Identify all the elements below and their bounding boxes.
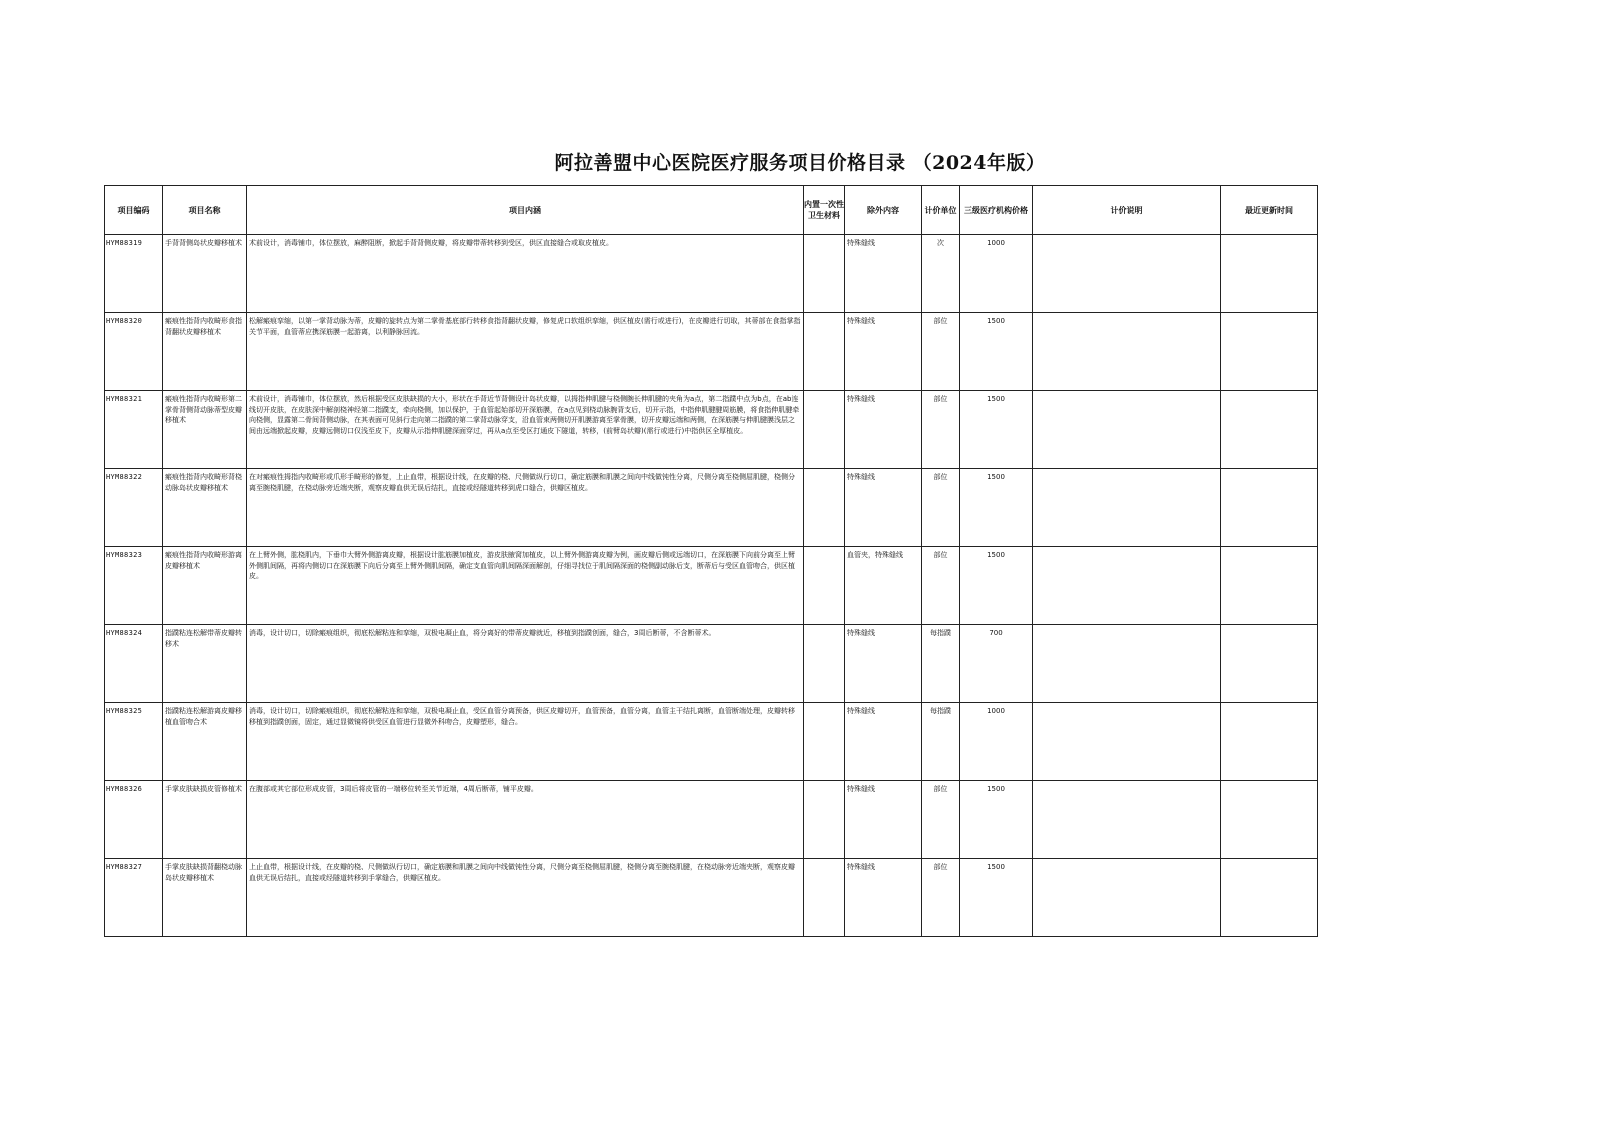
cell-updated <box>1221 469 1318 547</box>
cell-name <box>163 313 247 391</box>
cell-note-text <box>1033 313 1220 316</box>
table-header-row <box>105 186 1318 235</box>
cell-unit <box>922 313 960 391</box>
table-body <box>105 235 1318 937</box>
cell-name <box>163 859 247 937</box>
table-row <box>105 859 1318 937</box>
cell-unit <box>922 469 960 547</box>
cell-material-text <box>804 547 844 550</box>
cell-name-text: 指蹼粘连松解带蒂皮瓣转移术 <box>165 629 242 648</box>
cell-updated-text <box>1221 859 1317 862</box>
cell-name-text: 瘢痕性指背内收畸形背桡动脉岛状皮瓣移植术 <box>165 473 242 492</box>
cell-updated-text <box>1221 703 1317 706</box>
cell-price <box>960 313 1033 391</box>
cell-code-text: HYM88325 <box>106 707 143 715</box>
cell-content <box>247 859 804 937</box>
cell-note-text <box>1033 547 1220 550</box>
cell-excluded-text: 特殊缝线 <box>847 239 875 247</box>
cell-updated-text <box>1221 391 1317 394</box>
cell-unit-text: 次 <box>937 239 944 247</box>
cell-excluded <box>845 469 922 547</box>
cell-content <box>247 547 804 625</box>
cell-unit <box>922 625 960 703</box>
cell-unit <box>922 859 960 937</box>
cell-code <box>105 235 163 313</box>
cell-content-text: 消毒，设计切口，切除瘢痕组织，彻底松解粘连和挛缩，双极电凝止血，将分离好的带蒂皮瓣就近，移植到指蹼创面，缝合，3周后断蒂，不含断蒂术。 <box>249 629 716 637</box>
cell-material-text <box>804 859 844 862</box>
cell-unit-text: 部位 <box>933 551 948 559</box>
cell-price <box>960 547 1033 625</box>
cell-unit <box>922 547 960 625</box>
cell-code-text: HYM88322 <box>106 473 143 481</box>
cell-unit <box>922 781 960 859</box>
cell-price-text: 1000 <box>987 707 1005 715</box>
header-name: 项目名称 <box>163 186 247 235</box>
table-row <box>105 391 1318 469</box>
cell-price-text: 1500 <box>987 317 1005 325</box>
table-row <box>105 625 1318 703</box>
cell-code-text: HYM88320 <box>106 317 143 325</box>
cell-updated <box>1221 313 1318 391</box>
cell-note <box>1033 235 1221 313</box>
cell-material <box>804 313 845 391</box>
cell-unit-text: 部位 <box>933 473 948 481</box>
header-material: 内置一次性卫生材料 <box>804 186 845 235</box>
header-note: 计价说明 <box>1033 186 1221 235</box>
table-row <box>105 235 1318 313</box>
cell-code-text: HYM88321 <box>106 395 143 403</box>
cell-code <box>105 625 163 703</box>
cell-price <box>960 781 1033 859</box>
cell-updated-text <box>1221 781 1317 784</box>
cell-note-text <box>1033 469 1220 472</box>
cell-content-text: 上止血带，根据设计线，在皮瓣的桡、尺侧做纵行切口，确定筋膜和肌膜之间向中线做钝性分离，尺侧分离至桡侧屈肌腱，桡侧分离至腕桡肌腱，在桡动脉旁近端夹断，观察皮瓣血供无误后结扎，直接或经隧道转移到手掌缝合，供瓣区植皮。 <box>249 863 795 882</box>
cell-name <box>163 235 247 313</box>
cell-name <box>163 703 247 781</box>
cell-unit-text: 部位 <box>933 395 948 403</box>
cell-content-text: 消毒，设计切口，切除瘢痕组织，彻底松解粘连和挛缩，双极电凝止血，受区血管分离预备，供区皮瓣切开，血管预备，血管分离，血管主干结扎离断，血管断端处理，皮瓣转移移植到指蹼创面，固定，通过显微镜将供受区血管进行显微外科吻合，皮瓣塑形，缝合。 <box>249 707 795 726</box>
cell-updated-text <box>1221 235 1317 238</box>
cell-note <box>1033 625 1221 703</box>
cell-content-text: 在腹部或其它部位形成皮管，3周后将皮管的一端移位转至关节近端，4周后断蒂，铺平皮瓣。 <box>249 785 538 793</box>
cell-name <box>163 391 247 469</box>
cell-excluded-text: 特殊缝线 <box>847 863 875 871</box>
cell-material-text <box>804 313 844 316</box>
header-updated: 最近更新时间 <box>1221 186 1318 235</box>
cell-excluded <box>845 781 922 859</box>
cell-code <box>105 547 163 625</box>
cell-name <box>163 469 247 547</box>
cell-material-text <box>804 703 844 706</box>
cell-content <box>247 703 804 781</box>
cell-code <box>105 469 163 547</box>
cell-name-text: 手背背侧岛状皮瓣移植术 <box>165 239 242 247</box>
cell-material <box>804 625 845 703</box>
header-price: 三级医疗机构价格 <box>960 186 1033 235</box>
cell-note <box>1033 391 1221 469</box>
cell-price <box>960 391 1033 469</box>
cell-unit-text: 部位 <box>933 785 948 793</box>
cell-note <box>1033 781 1221 859</box>
cell-note <box>1033 703 1221 781</box>
price-catalog-table <box>104 185 1318 937</box>
cell-code-text: HYM88323 <box>106 551 143 559</box>
cell-note-text <box>1033 625 1220 628</box>
cell-name-text: 瘢痕性指背内收畸形食指背翻状皮瓣移植术 <box>165 317 242 336</box>
cell-excluded <box>845 547 922 625</box>
cell-content <box>247 391 804 469</box>
cell-price <box>960 469 1033 547</box>
cell-name-text: 手掌皮肤缺损皮管修植术 <box>165 785 242 793</box>
cell-excluded <box>845 313 922 391</box>
cell-note-text <box>1033 235 1220 238</box>
cell-updated <box>1221 235 1318 313</box>
cell-code <box>105 859 163 937</box>
cell-price-text: 1500 <box>987 473 1005 481</box>
cell-price-text: 1000 <box>987 239 1005 247</box>
cell-unit-text: 部位 <box>933 317 948 325</box>
cell-updated-text <box>1221 625 1317 628</box>
cell-name-text: 瘢痕性指背内收畸形第二掌骨背侧背动脉蒂型皮瓣移植术 <box>165 395 242 424</box>
cell-price <box>960 703 1033 781</box>
cell-material-text <box>804 781 844 784</box>
cell-content-text: 术前设计，消毒铺巾，体位摆放，麻醉阻断，掀起手背背侧皮瓣，将皮瓣带蒂转移到受区，供区直接缝合或取皮植皮。 <box>249 239 613 247</box>
cell-price-text: 1500 <box>987 551 1005 559</box>
cell-excluded <box>845 235 922 313</box>
cell-price-text: 1500 <box>987 785 1005 793</box>
cell-unit <box>922 703 960 781</box>
cell-code-text: HYM88326 <box>106 785 143 793</box>
cell-updated-text <box>1221 469 1317 472</box>
cell-note <box>1033 469 1221 547</box>
cell-content <box>247 469 804 547</box>
cell-price <box>960 625 1033 703</box>
table-row <box>105 703 1318 781</box>
cell-updated <box>1221 547 1318 625</box>
cell-name-text: 指蹼粘连松解游离皮瓣移植血管吻合术 <box>165 707 242 726</box>
cell-updated <box>1221 781 1318 859</box>
cell-code <box>105 313 163 391</box>
cell-price <box>960 859 1033 937</box>
cell-unit-text: 每指蹼 <box>930 707 951 715</box>
cell-material-text <box>804 235 844 238</box>
cell-note-text <box>1033 703 1220 706</box>
cell-material <box>804 703 845 781</box>
cell-content <box>247 313 804 391</box>
cell-excluded-text: 特殊缝线 <box>847 629 875 637</box>
cell-excluded-text: 特殊缝线 <box>847 707 875 715</box>
cell-note-text <box>1033 859 1220 862</box>
page-title: 阿拉善盟中心医院医疗服务项目价格目录 （2024年版） <box>554 152 1046 174</box>
cell-material <box>804 547 845 625</box>
cell-unit <box>922 235 960 313</box>
cell-excluded-text: 特殊缝线 <box>847 395 875 403</box>
table-row <box>105 469 1318 547</box>
cell-note <box>1033 859 1221 937</box>
cell-excluded-text: 血管夹，特殊缝线 <box>847 551 903 559</box>
cell-updated <box>1221 625 1318 703</box>
cell-price-text: 700 <box>989 629 1003 637</box>
cell-excluded <box>845 859 922 937</box>
cell-content <box>247 781 804 859</box>
cell-material-text <box>804 469 844 472</box>
cell-material <box>804 469 845 547</box>
cell-material-text <box>804 625 844 628</box>
cell-code <box>105 391 163 469</box>
cell-code <box>105 703 163 781</box>
table-row <box>105 313 1318 391</box>
cell-excluded <box>845 391 922 469</box>
cell-excluded-text: 特殊缝线 <box>847 473 875 481</box>
cell-excluded <box>845 625 922 703</box>
cell-note-text <box>1033 391 1220 394</box>
cell-note <box>1033 547 1221 625</box>
cell-content-text: 在上臂外侧，肱桡肌内，下垂巾大臂外侧游离皮瓣，根据设计肱筋膜加植皮，游皮肤腋窝加植皮，以上臂外侧游离皮瓣为例，画皮瓣后侧或远端切口，在深筋膜下向前分离至上臂外侧肌间隔，再将内侧切口在深筋膜下向后分离至上臂外侧肌间隔，确定支血管向肌间隔深面解剖，仔细寻找位于肌间隔深面的桡侧副动脉后支，断蒂后与受区血管吻合，供区植皮。 <box>249 551 795 580</box>
cell-note-text <box>1033 781 1220 784</box>
cell-content-text: 在对瘢痕性拇指内收畸形或爪形手畸形的修复，上止血带，根据设计线，在皮瓣的桡、尺侧做纵行切口，确定筋膜和肌膜之间向中线做钝性分离，尺侧分离至桡侧屈肌腱，桡侧分离至腕桡肌腱，在桡动脉旁近端夹断，观察皮瓣血供无误后结扎，直接或经隧道转移到虎口缝合，供瓣区植皮。 <box>249 473 795 492</box>
header-code: 项目编码 <box>105 186 163 235</box>
cell-note <box>1033 313 1221 391</box>
header-excluded: 除外内容 <box>845 186 922 235</box>
cell-content-text: 术前设计，消毒铺巾，体位摆放，然后根据受区皮肤缺损的大小，形状在手背近节背侧设计岛状皮瓣，以拇指伸肌腱与桡侧腕长伸肌腱的夹角为a点，第二指蹼中点为b点，在ab连线切开皮肤，在皮肤深中解剖桡神经第二指蹼支，牵向桡侧，加以保护，于血管起始部切开深筋膜，在a点见到桡动脉腕背支后，切开示指，中指伸肌腱腱周筋膜，将食指伸肌腱牵向桡侧，显露第二骨间背侧动脉，在其表面可见斜行走向第二指蹼的第二掌背动脉穿支，沿血管束两侧切开肌膜游离至掌骨膜，切开皮瓣远端和两侧，在深筋膜与伸肌腱膜浅层之间由远端掀起皮瓣，皮瓣远侧切口仅浅至皮下，皮瓣从示指伸肌腱深面穿过，再从a点至受区打通皮下隧道，转移，(前臂岛状瓣)(需行或进行)中指供区全厚植皮。 <box>249 395 800 435</box>
cell-price <box>960 235 1033 313</box>
header-unit: 计价单位 <box>922 186 960 235</box>
cell-name-text: 手掌皮肤缺损背翻桡动脉岛状皮瓣移植术 <box>165 863 242 882</box>
cell-code-text: HYM88324 <box>106 629 143 637</box>
cell-excluded-text: 特殊缝线 <box>847 785 875 793</box>
cell-name <box>163 625 247 703</box>
cell-unit-text: 部位 <box>933 863 948 871</box>
cell-content <box>247 625 804 703</box>
cell-updated <box>1221 391 1318 469</box>
cell-code-text: HYM88319 <box>106 239 143 247</box>
cell-name <box>163 781 247 859</box>
cell-material <box>804 235 845 313</box>
cell-code-text: HYM88327 <box>106 863 143 871</box>
table-row <box>105 547 1318 625</box>
cell-material-text <box>804 391 844 394</box>
cell-updated-text <box>1221 547 1317 550</box>
cell-excluded <box>845 703 922 781</box>
cell-material <box>804 391 845 469</box>
cell-updated-text <box>1221 313 1317 316</box>
cell-name-text: 瘢痕性指背内收畸形游离皮瓣移植术 <box>165 551 242 570</box>
cell-material <box>804 781 845 859</box>
cell-material <box>804 859 845 937</box>
cell-unit <box>922 391 960 469</box>
cell-content <box>247 235 804 313</box>
table-row <box>105 781 1318 859</box>
cell-content-text: 松解瘢痕挛缩，以第一掌背动脉为蒂，皮瓣的旋转点为第二掌骨基底部行转移食指背翻状皮瓣，修复虎口软组织挛缩，供区植皮(需行或进行)，在皮瓣进行切取，其蒂部在食指掌指关节平面，血管蒂应携深筋膜一起游离，以利静脉回流。 <box>249 317 801 336</box>
cell-updated <box>1221 703 1318 781</box>
cell-price-text: 1500 <box>987 863 1005 871</box>
cell-unit-text: 每指蹼 <box>930 629 951 637</box>
cell-code <box>105 781 163 859</box>
cell-excluded-text: 特殊缝线 <box>847 317 875 325</box>
cell-updated <box>1221 859 1318 937</box>
header-content: 项目内涵 <box>247 186 804 235</box>
cell-name <box>163 547 247 625</box>
cell-price-text: 1500 <box>987 395 1005 403</box>
